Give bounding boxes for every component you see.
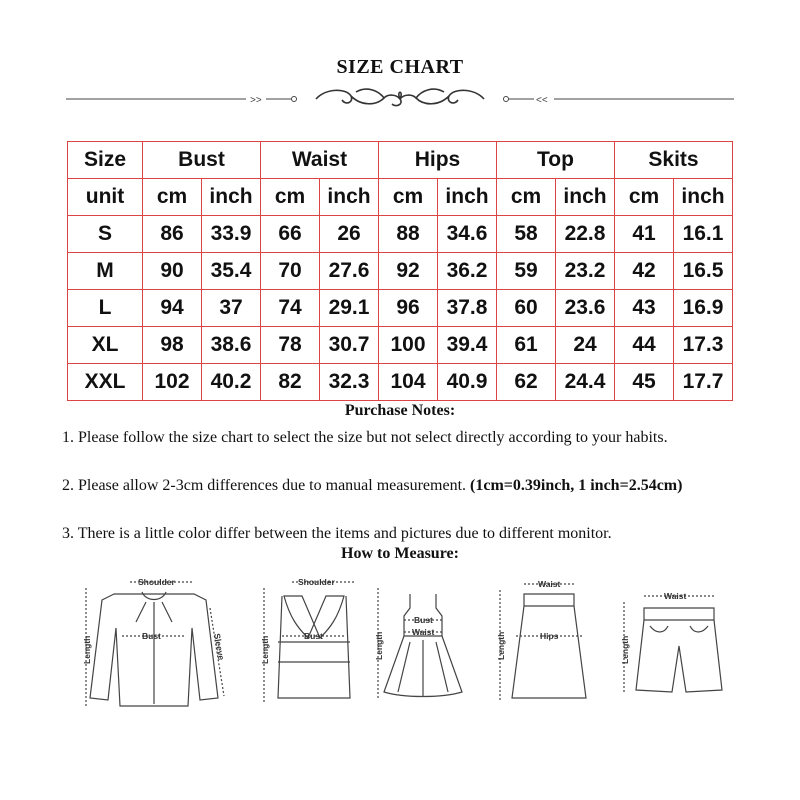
size-cell: L [68,290,143,327]
value-cell: 45 [615,364,674,401]
value-cell: 44 [615,327,674,364]
value-cell: 37.8 [438,290,497,327]
note-2-conversion: (1cm=0.39inch, 1 inch=2.54cm) [470,477,683,494]
value-cell: 92 [379,253,438,290]
size-cell: M [68,253,143,290]
skirt-length-label: Length [496,631,506,660]
value-cell: 98 [143,327,202,364]
blouse-length-label: Length [82,635,92,664]
ornamental-divider [66,84,734,114]
value-cell: 26 [320,216,379,253]
size-cell: S [68,216,143,253]
value-cell: 78 [261,327,320,364]
value-cell: 27.6 [320,253,379,290]
value-cell: 24 [556,327,615,364]
value-cell: 60 [497,290,556,327]
value-cell: 36.2 [438,253,497,290]
unit-cell: inch [556,179,615,216]
unit-cell: inch [674,179,733,216]
value-cell: 88 [379,216,438,253]
divider-right-marker: << [536,95,548,106]
value-cell: 23.2 [556,253,615,290]
note-2-text: 2. Please allow 2-3cm differences due to manual measurement. [62,477,471,494]
measurement-illustrations [64,568,744,718]
shorts-diagram [624,596,722,694]
value-cell: 70 [261,253,320,290]
value-cell: 23.6 [556,290,615,327]
value-cell: 42 [615,253,674,290]
tank-length-label: Length [260,635,270,664]
skirt-hips-label: Hips [540,631,559,641]
table-row [68,290,733,327]
page-title: SIZE CHART [336,56,464,78]
blouse-shoulder-label: Shoulder [138,577,175,587]
dress-diagram [378,588,462,700]
size-cell: XL [68,327,143,364]
value-cell: 33.9 [202,216,261,253]
how-to-measure-title: How to Measure: [341,545,459,562]
value-cell: 38.6 [202,327,261,364]
value-cell: 30.7 [320,327,379,364]
unit-cell: cm [379,179,438,216]
value-cell: 90 [143,253,202,290]
shorts-length-label: Length [620,635,630,664]
value-cell: 29.1 [320,290,379,327]
value-cell: 94 [143,290,202,327]
table-row [68,253,733,290]
size-cell: XXL [68,364,143,401]
unit-cell: cm [615,179,674,216]
table-unit-row [68,179,733,216]
unit-label: unit [68,179,143,216]
header-hips: Hips [379,142,497,179]
header-top: Top [497,142,615,179]
header-bust: Bust [143,142,261,179]
value-cell: 43 [615,290,674,327]
value-cell: 104 [379,364,438,401]
value-cell: 17.3 [674,327,733,364]
note-1: 1. Please follow the size chart to select the size but not select directly according to your habits. [62,429,668,446]
dress-waist-label: Waist [412,627,435,637]
table-header-row [68,142,733,179]
value-cell: 58 [497,216,556,253]
header-waist: Waist [261,142,379,179]
header-skits: Skits [615,142,733,179]
dress-bust-label: Bust [414,615,433,625]
value-cell: 16.5 [674,253,733,290]
value-cell: 74 [261,290,320,327]
unit-cell: cm [143,179,202,216]
unit-cell: cm [261,179,320,216]
value-cell: 40.9 [438,364,497,401]
flourish-ornament [316,89,484,106]
tank-shoulder-label: Shoulder [298,577,335,587]
value-cell: 61 [497,327,556,364]
value-cell: 24.4 [556,364,615,401]
divider-left-marker: >> [250,95,262,106]
value-cell: 41 [615,216,674,253]
value-cell: 66 [261,216,320,253]
unit-cell: inch [202,179,261,216]
value-cell: 59 [497,253,556,290]
tank-top-diagram [264,582,354,702]
tank-bust-label: Bust [304,631,323,641]
skirt-diagram [500,584,586,700]
table-row [68,327,733,364]
blouse-diagram [86,582,224,706]
unit-cell: inch [438,179,497,216]
value-cell: 102 [143,364,202,401]
unit-cell: inch [320,179,379,216]
blouse-sleeve-label: Sleeve [212,632,227,661]
shorts-waist-label: Waist [664,591,687,601]
value-cell: 62 [497,364,556,401]
value-cell: 40.2 [202,364,261,401]
unit-cell: cm [497,179,556,216]
table-row [68,364,733,401]
value-cell: 22.8 [556,216,615,253]
header-size: Size [68,142,143,179]
value-cell: 35.4 [202,253,261,290]
value-cell: 39.4 [438,327,497,364]
value-cell: 82 [261,364,320,401]
value-cell: 96 [379,290,438,327]
size-chart-table [67,141,733,401]
purchase-notes-title: Purchase Notes: [344,402,456,419]
dress-length-label: Length [374,631,384,660]
blouse-bust-label: Bust [142,631,161,641]
skirt-waist-label: Waist [538,579,561,589]
value-cell: 100 [379,327,438,364]
value-cell: 86 [143,216,202,253]
value-cell: 17.7 [674,364,733,401]
table-row [68,216,733,253]
value-cell: 37 [202,290,261,327]
note-2 [62,474,742,498]
value-cell: 32.3 [320,364,379,401]
value-cell: 16.1 [674,216,733,253]
value-cell: 34.6 [438,216,497,253]
value-cell: 16.9 [674,290,733,327]
note-3: 3. There is a little color differ between the items and pictures due to different monitor. [62,525,612,542]
